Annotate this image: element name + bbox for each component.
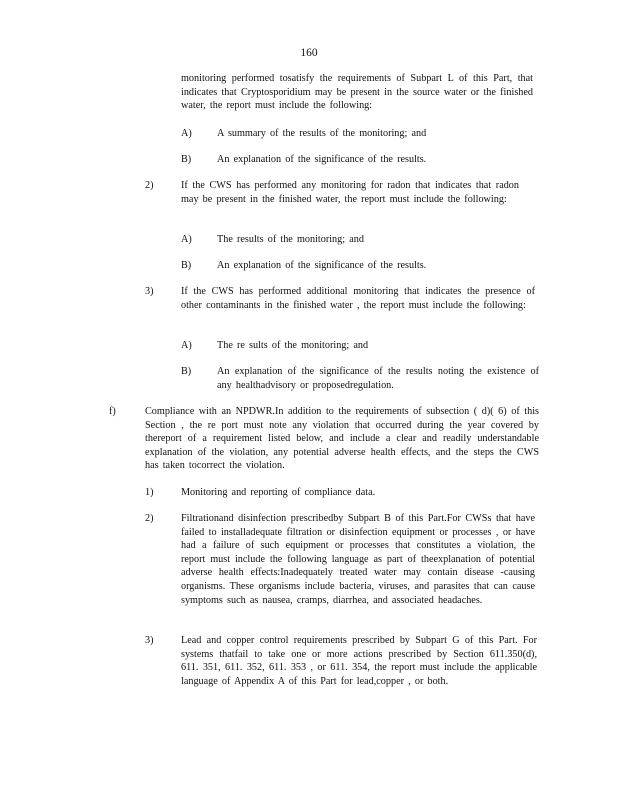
page-number: 160: [300, 47, 318, 59]
item-2-a-label: A): [181, 234, 192, 245]
section-f-item-3-text: Lead and copper control requirements prescribed by Subpart G of this Part. For systems thatfail to take one or more actions prescribed by Section 611.350(d), 611. 351, 611. 352, 611. 353 , or 611. 354, the report must include the applicable language of Appendix A of this Part for lead,copper , or both.: [181, 635, 537, 687]
item-2-label: 2): [145, 180, 154, 191]
item-2-text: If the CWS has performed any monitoring for radon that indicates that radon may be present in the finished water, the report must include the following:: [181, 180, 519, 205]
intro-item-b-label: B): [181, 154, 192, 165]
section-f-item-2-text: Filtrationand disinfection prescribedby Subpart B of this Part.For CWSs that have failed to installadequate filtration or disinfection equipment or processes , or have had a failure of such equipment or processes that constitutes a violation, the report must include the following language as part of theexplanation of potential adverse health effects:Inadequately treated water may contain disease -causing organisms. These organisms include bacteria, viruses, and parasites that can cause symptoms such as nausea, cramps, diarrhea, and associated headaches.: [181, 513, 535, 606]
item-3-b-text: An explanation of the significance of the results noting the existence of any healthadvisory or proposedregulation.: [217, 366, 539, 391]
intro-paragraph: monitoring performed tosatisfy the requirements of Subpart L of this Part, that indicates that Cryptosporidium may be present in the source water or the finished water, the report must include the following:: [181, 73, 533, 112]
item-3-label: 3): [145, 286, 154, 297]
intro-item-b-text: An explanation of the significance of the results.: [217, 154, 427, 165]
item-2-a-text: The results of the monitoring; and: [217, 234, 364, 245]
item-2-b-text: An explanation of the significance of the results.: [217, 260, 427, 271]
item-2-b-label: B): [181, 260, 192, 271]
intro-item-a-label: A): [181, 128, 192, 139]
section-f-item-2-label: 2): [145, 513, 154, 524]
section-f-item-1-text: Monitoring and reporting of compliance data.: [181, 487, 376, 498]
item-3-a-text: The re sults of the monitoring; and: [217, 340, 369, 351]
item-3-text: If the CWS has performed additional monitoring that indicates the presence of other contaminants in the finished water , the report must include the following:: [181, 286, 535, 311]
intro-item-a-text: A summary of the results of the monitoring; and: [217, 128, 427, 139]
section-f-label: f): [109, 406, 116, 417]
section-f-item-3-label: 3): [145, 635, 154, 646]
section-f-item-1-label: 1): [145, 487, 154, 498]
section-f-text: Compliance with an NPDWR.In addition to the requirements of subsection ( d)( 6) of this Section , the re port must note any violation that occurred during the year covered by thereport of a requirement listed below, and include a clear and readily understandable explanation of the violation, any potential adverse health effects, and the steps the CWS has taken tocorrect the violation.: [145, 406, 539, 472]
item-3-b-label: B): [181, 366, 192, 377]
item-3-a-label: A): [181, 340, 192, 351]
